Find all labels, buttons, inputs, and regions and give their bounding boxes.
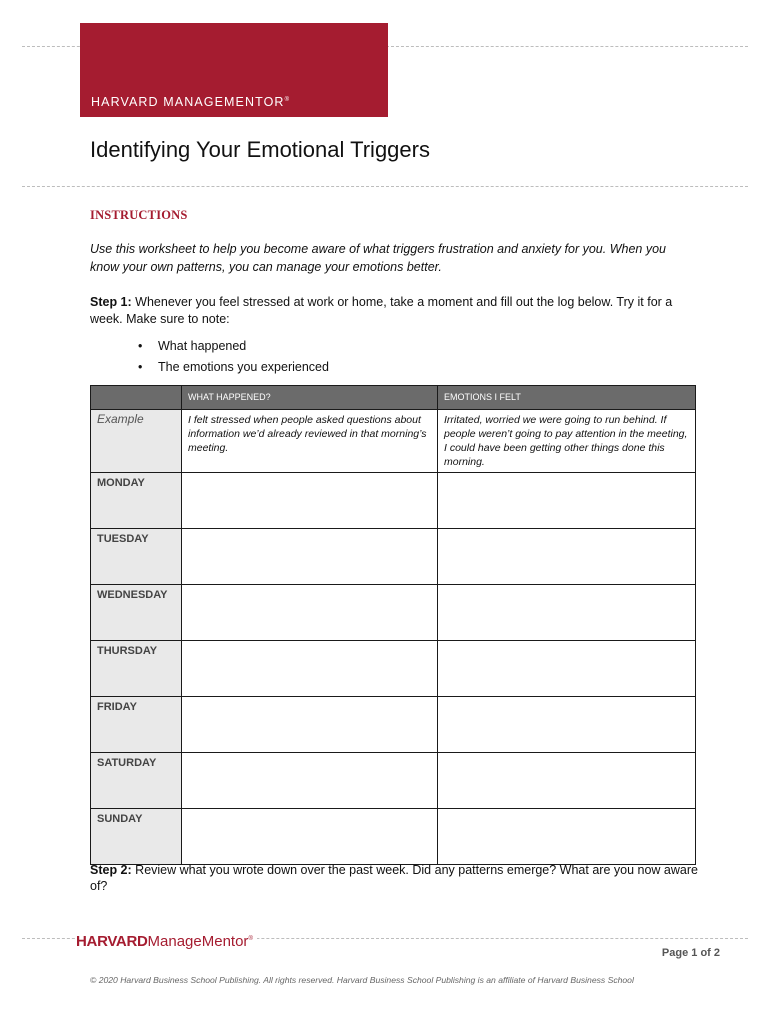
example-what-happened: I felt stressed when people asked questions about information we’d already reviewed in that morning’s meeting. (182, 410, 438, 473)
sunday-emotions-cell[interactable] (438, 809, 696, 865)
instructions-heading: INSTRUCTIONS (90, 208, 188, 222)
copyright-notice: © 2020 Harvard Business School Publishing. All rights reserved. Harvard Business School Publishing is an affiliate of Harvard Business School (90, 975, 634, 985)
day-label-wednesday: WEDNESDAY (91, 585, 182, 641)
page-number: Page 1 of 2 (661, 947, 720, 959)
table-header-row (91, 386, 696, 410)
header-what-happened: WHAT HAPPENED? (182, 386, 438, 410)
emotion-log-table (90, 385, 696, 865)
table-row (91, 473, 696, 529)
day-label-saturday: SATURDAY (91, 753, 182, 809)
thursday-emotions-cell[interactable] (438, 641, 696, 697)
step2-label: Step 2: (90, 863, 132, 877)
example-label: Example (91, 410, 182, 473)
step1-paragraph (90, 294, 700, 328)
header-day-cell (91, 386, 182, 410)
footer-logo-mark: ® (248, 936, 253, 942)
table-row (91, 585, 696, 641)
saturday-emotions-cell[interactable] (438, 753, 696, 809)
tuesday-what-happened-cell[interactable] (182, 529, 438, 585)
example-row (91, 410, 696, 473)
bullet-dot-icon: • (138, 360, 143, 374)
wednesday-emotions-cell[interactable] (438, 585, 696, 641)
brand-banner (80, 23, 388, 117)
bullet-item: • The emotions you experienced (138, 357, 329, 378)
brand-name: HARVARD MANAGEMENTOR® (91, 95, 289, 109)
step1-label: Step 1: (90, 295, 132, 309)
tuesday-emotions-cell[interactable] (438, 529, 696, 585)
step2-paragraph (90, 862, 710, 894)
step2-text: Review what you wrote down over the past week. Did any patterns emerge? What are you now aware of? (90, 863, 698, 893)
page-title: Identifying Your Emotional Triggers (90, 137, 430, 162)
table-row (91, 529, 696, 585)
day-label-monday: MONDAY (91, 473, 182, 529)
bullet-item: • What happened (138, 336, 329, 357)
saturday-what-happened-cell[interactable] (182, 753, 438, 809)
day-label-friday: FRIDAY (91, 697, 182, 753)
footer-logo-rest: ManageMentor (147, 933, 249, 950)
table-row (91, 697, 696, 753)
table-row (91, 809, 696, 865)
step1-text: Whenever you feel stressed at work or home, take a moment and fill out the log below. Try it for a week. Make sure to note: (90, 295, 673, 326)
table-row (91, 753, 696, 809)
footer-logo-bold: HARVARD (76, 933, 148, 950)
day-label-sunday: SUNDAY (91, 809, 182, 865)
header-emotions-felt: EMOTIONS I FELT (438, 386, 696, 410)
example-emotions: Irritated, worried we were going to run behind. If people weren’t going to pay attention in the meeting, I could have been getting other things done this morning. (438, 410, 696, 473)
wednesday-what-happened-cell[interactable] (182, 585, 438, 641)
thursday-what-happened-cell[interactable] (182, 641, 438, 697)
day-label-tuesday: TUESDAY (91, 529, 182, 585)
friday-emotions-cell[interactable] (438, 697, 696, 753)
title-divider (22, 186, 748, 187)
sunday-what-happened-cell[interactable] (182, 809, 438, 865)
table-row (91, 641, 696, 697)
bullet-list (138, 336, 329, 378)
friday-what-happened-cell[interactable] (182, 697, 438, 753)
monday-what-happened-cell[interactable] (182, 473, 438, 529)
footer-logo (76, 930, 257, 951)
intro-text: Use this worksheet to help you become aware of what triggers frustration and anxiety for you. When you know your own patterns, you can manage your emotions better. (90, 242, 666, 274)
bullet-dot-icon: • (138, 339, 143, 353)
monday-emotions-cell[interactable] (438, 473, 696, 529)
day-label-thursday: THURSDAY (91, 641, 182, 697)
